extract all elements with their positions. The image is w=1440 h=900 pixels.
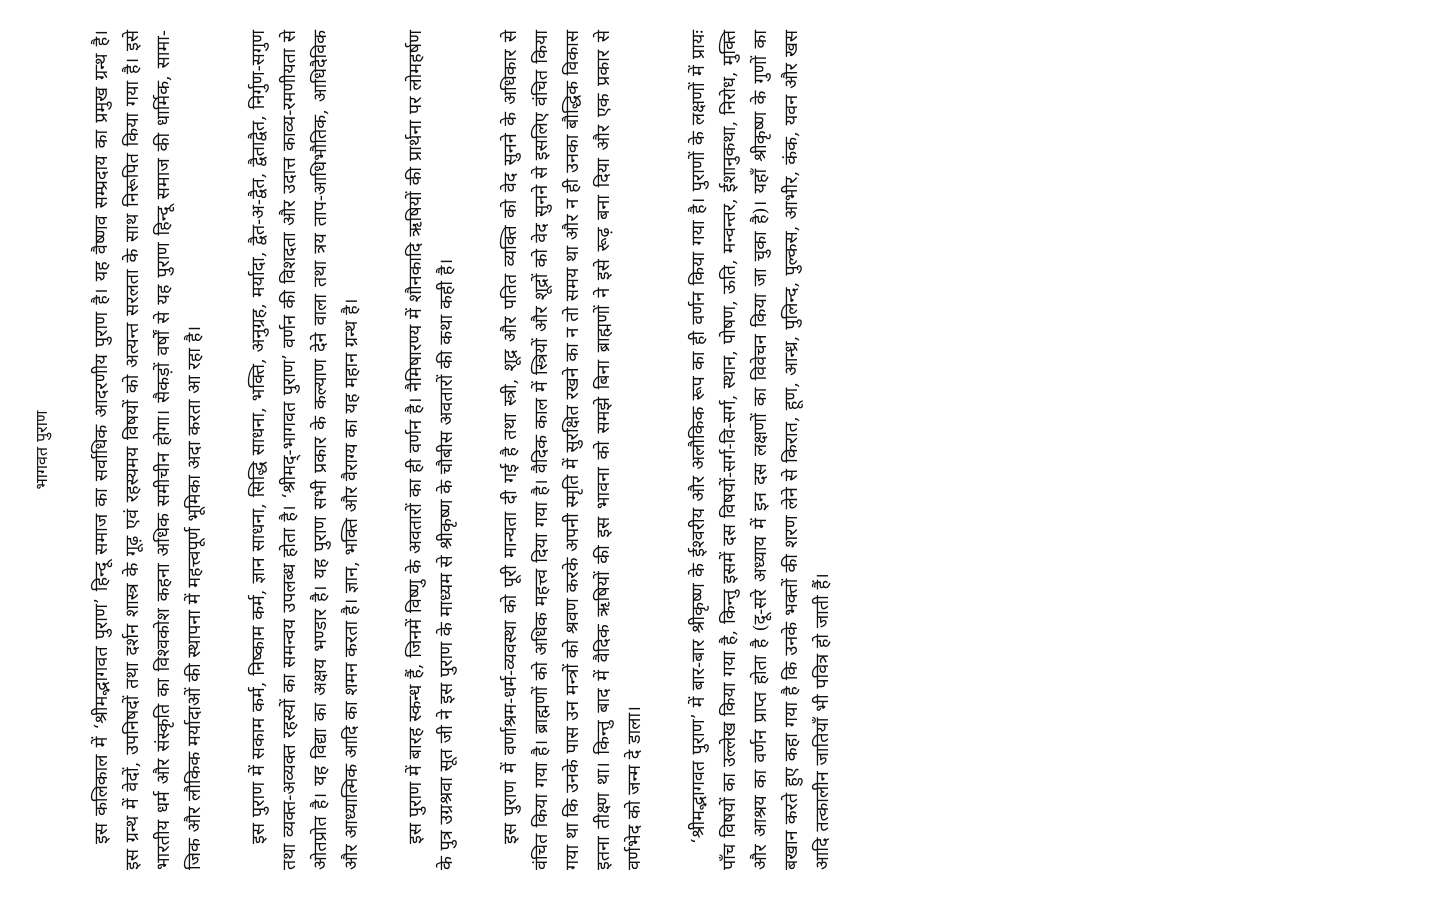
paragraph-2: इस पुराण में सकाम कर्म, निष्काम कर्म, ज्ञान साधना, सिद्धि साधना, भक्ति, अनुग्रह, मर्यादा, द्वैत-अ-द्वैत, द्वैताद्वैत, निर्गुण-सगुण तथा व्यक्त-अव्यक्त रहस्यों का समन्वय उपलब्ध होता है। ‘श्रीमद्-भागवत पुराण’ वर्णन की विशदता और उदात्त काव्य-रमणीयता से ओतप्रोत है। यह विद्या का अक्षय भण्डार है। यह पुराण सभी प्रकार के कल्याण देने वाला तथा त्रय ताप-आधिभौतिक, आधिदैविक और आध्यात्मिक आदि का शमन करता है। ज्ञान, भक्ति और वैराग्य का यह महान ग्रन्थ है। xyxy=(248,30,362,870)
paragraph-5: ‘श्रीमद्भागवत पुराण’ में बार-बार श्रीकृष्ण के ईश्वरीय और अलौकिक रूप का ही वर्णन किया गया है। पुराणों के लक्षणों में प्रायः पाँच विषयों का उल्लेख किया गया है, किन्तु इसमें दस विषयों-सर्ग-वि-सर्ग, स्थान, पोषण, ऊति, मन्वन्तर, ईशानुकथा, निरोध, मुक्ति और आश्रय का वर्णन प्राप्त होता है (दू-सरे अध्याय में इन दस लक्षणों का विवेचन किया जा चुका है)। यहाँ श्रीकृष्ण के गुणों का बखान करते हुए कहा गया है कि उनके भक्तों की शरण लेने से किरात, हूण, आन्ध्र, पुलिन्द, पुल्कस, आभीर, कंक, यवन और खस आदि तत्कालीन जातियाँ भी पवित्र हो जाती हैं। xyxy=(688,30,833,870)
paragraph-3: इस पुराण में बारह स्कन्ध हैं, जिनमें विष्णु के अवतारों का ही वर्णन है। नैमिषारण्य में शौनकादि ऋषियों की प्रार्थना पर लोमहर्षण के पुत्र उग्रश्रवा सूत जी ने इस पुराण के माध्यम से श्रीकृष्ण के चौबीस अवतारों की कथा कही है। xyxy=(405,30,457,870)
paragraph-4: इस पुराण में वर्णाश्रम-धर्म-व्यवस्था को पूरी मान्यता दी गई है तथा स्त्री, शूद्र और पतित व्यक्ति को वेद सुनने के अधिकार से वंचित किया गया है। ब्राह्मणों को अधिक महत्त्व दिया गया है। वैदिक काल में स्त्रियों और शूद्रों को वेद सुनने से इसलिए वंचित किया गया था कि उनके पास उन मन्त्रों को श्रवण करके अपनी स्मृति में सुरक्षित रखने का न तो समय था और न ही उनका बौद्धिक विकास इतना तीक्ष्ण था। किन्तु बाद में वैदिक ऋषियों की इस भावना को समझे बिना ब्राह्मणों ने इसे रूढ़ बना दिया और एक प्रकार से वर्णभेद को जन्म दे डाला। xyxy=(500,30,645,870)
page-title: भागवत पुराण xyxy=(32,410,51,490)
paragraph-1: इस कलिकाल में ‘श्रीमद्भागवत पुराण’ हिन्दू समाज का सर्वाधिक आदरणीय पुराण है। यह वैष्णव सम्प्रदाय का प्रमुख ग्रन्थ है। इस ग्रन्थ में वेदों, उपनिषदों तथा दर्शन शास्त्र के गूढ़ एवं रहस्यमय विषयों को अत्यन्त सरलता के साथ निरूपित किया गया है। इसे भारतीय धर्म और संस्कृति का विश्वकोश कहना अधिक समीचीन होगा। सैकड़ों वर्षों से यह पुराण हिन्दू समाज की धार्मिक, सामा-जिक और लौकिक मर्यादाओं की स्थापना में महत्त्वपूर्ण भूमिका अदा करता आ रहा है। xyxy=(91,30,205,870)
rotated-text-block xyxy=(30,30,871,870)
